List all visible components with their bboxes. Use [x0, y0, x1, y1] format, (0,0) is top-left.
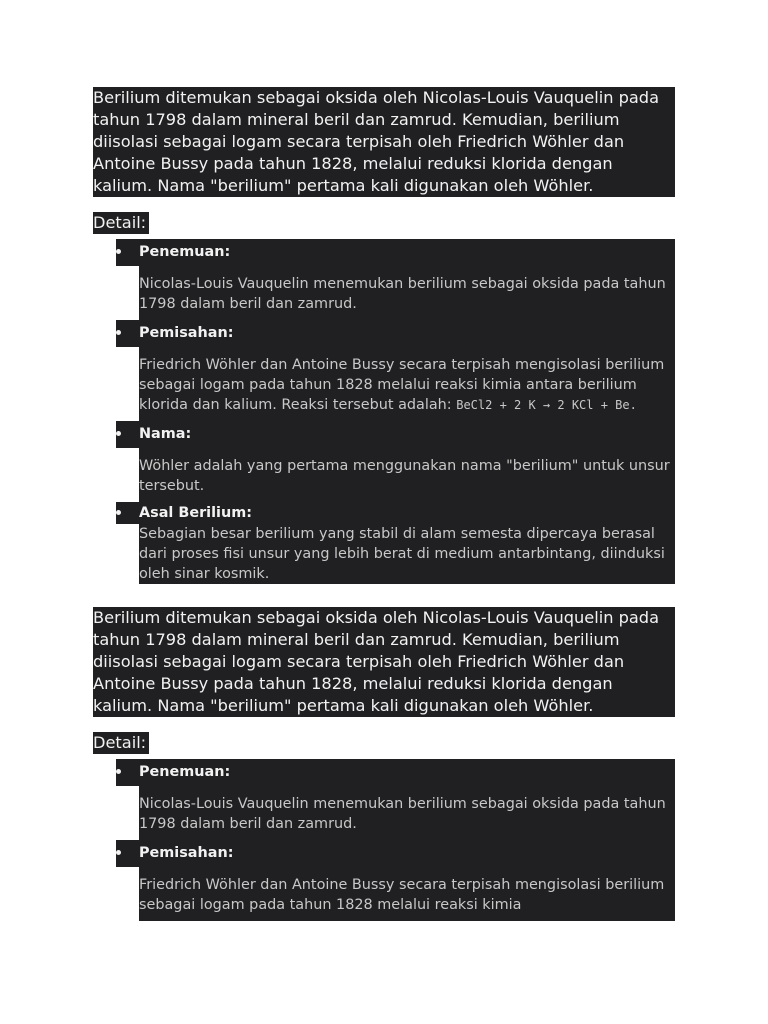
item-body: Nicolas-Louis Vauquelin menemukan berilium sebagai oksida pada tahun 1798 dalam beril dan zamrud. — [139, 786, 675, 840]
reaction-code: BeCl2 + 2 K → 2 KCl + Be — [456, 398, 630, 412]
detail-list-repeat — [93, 759, 675, 921]
list-item — [93, 759, 675, 840]
item-title: Nama: — [139, 421, 675, 448]
item-body: Friedrich Wöhler dan Antoine Bussy secara terpisah mengisolasi berilium sebagai logam pada tahun 1828 melalui reaksi kimia — [139, 867, 675, 921]
detail-heading-repeat: Detail: — [93, 732, 675, 754]
bullet-icon — [116, 769, 121, 774]
item-title: Pemisahan: — [139, 840, 675, 867]
list-item — [93, 239, 675, 320]
item-title: Asal Berilium: — [139, 502, 675, 524]
item-title: Penemuan: — [139, 759, 675, 786]
document — [93, 87, 675, 924]
list-item — [93, 421, 675, 502]
content-block-1 — [93, 87, 675, 607]
list-item — [93, 320, 675, 421]
detail-list — [93, 239, 675, 584]
detail-heading: Detail: — [93, 212, 675, 234]
intro-paragraph: Berilium ditemukan sebagai oksida oleh Nicolas-Louis Vauquelin pada tahun 1798 dalam mineral beril dan zamrud. Kemudian, berilium diisolasi sebagai logam secara terpisah oleh Friedrich Wöhler dan Antoine Bussy pada tahun 1828, melalui reduksi klorida dengan kalium. Nama "berilium" pertama kali digunakan oleh Wöhler. — [93, 87, 675, 197]
item-body: Sebagian besar berilium yang stabil di alam semesta dipercaya berasal dari proses fisi unsur yang lebih berat di medium antarbintang, diinduksi oleh sinar kosmik. — [139, 524, 675, 584]
intro-paragraph-repeat: Berilium ditemukan sebagai oksida oleh Nicolas-Louis Vauquelin pada tahun 1798 dalam mineral beril dan zamrud. Kemudian, berilium diisolasi sebagai logam secara terpisah oleh Friedrich Wöhler dan Antoine Bussy pada tahun 1828, melalui reduksi klorida dengan kalium. Nama "berilium" pertama kali digunakan oleh Wöhler. — [93, 607, 675, 717]
content-block-2 — [93, 607, 675, 924]
bullet-icon — [116, 431, 121, 436]
item-title: Penemuan: — [139, 239, 675, 266]
bullet-icon — [116, 850, 121, 855]
list-item — [93, 840, 675, 921]
item-title: Pemisahan: — [139, 320, 675, 347]
list-item — [93, 502, 675, 584]
bullet-icon — [116, 510, 121, 515]
item-body: Friedrich Wöhler dan Antoine Bussy secara terpisah mengisolasi berilium sebagai logam pada tahun 1828 melalui reaksi kimia antara berilium klorida dan kalium. Reaksi tersebut adalah: BeCl2 + 2 K → 2 KCl + Be. — [139, 347, 675, 421]
item-body: Wöhler adalah yang pertama menggunakan nama "berilium" untuk unsur tersebut. — [139, 448, 675, 502]
bullet-icon — [116, 330, 121, 335]
item-body: Nicolas-Louis Vauquelin menemukan berilium sebagai oksida pada tahun 1798 dalam beril dan zamrud. — [139, 266, 675, 320]
bullet-icon — [116, 249, 121, 254]
